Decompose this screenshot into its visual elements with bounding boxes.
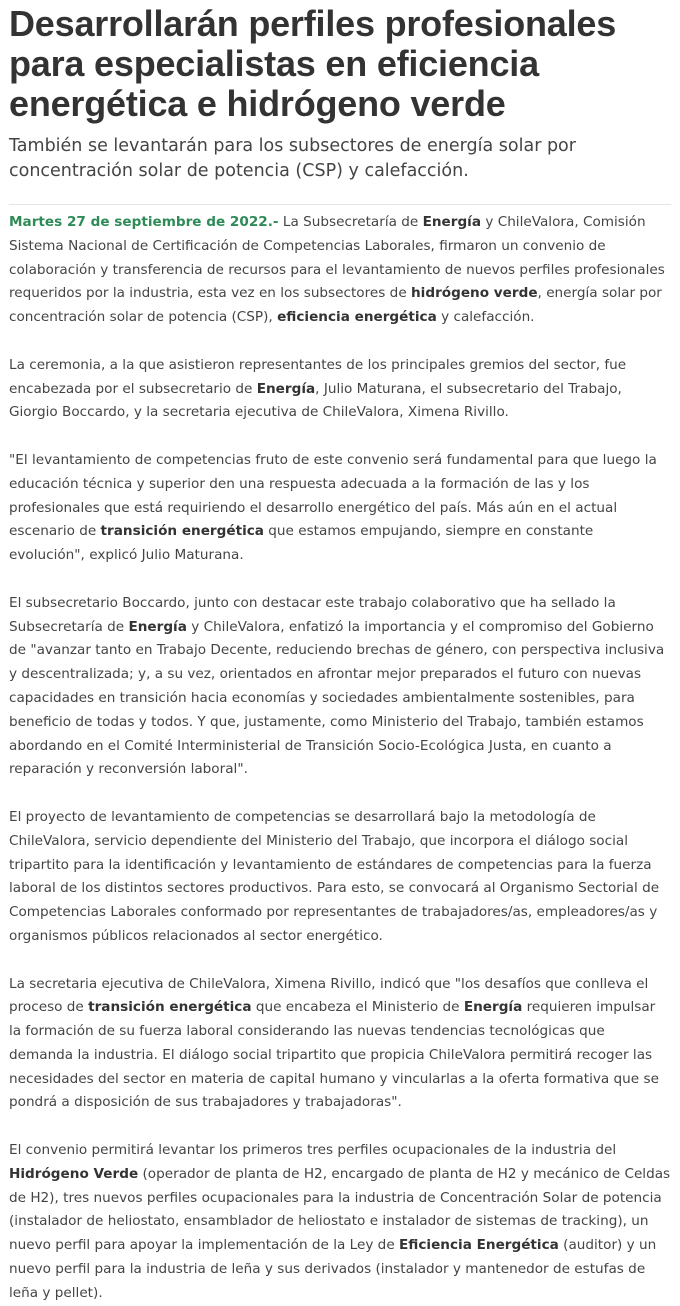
paragraph xyxy=(9,354,671,425)
divider xyxy=(9,204,671,205)
bold-term: hidrógeno verde xyxy=(411,285,538,302)
bold-term: Energía xyxy=(256,380,316,397)
text-run: (auditor) y un nuevo perfil para la industria de leña y sus derivados (instalador y mantenedor de estufas de leña y pellet). xyxy=(9,1237,657,1301)
bold-term: transición energética xyxy=(100,523,264,540)
text-run: que estamos empujando, siempre en constante evolución", explicó Julio Maturana. xyxy=(9,523,594,564)
article-date: Martes 27 de septiembre de 2022.- xyxy=(9,214,279,230)
text-run: que encabeza el Ministerio de xyxy=(251,999,464,1016)
paragraph xyxy=(9,1139,671,1306)
bold-term: Energía xyxy=(128,618,187,635)
bold-term: Hidrógeno Verde xyxy=(9,1165,139,1182)
article-title: Desarrollarán perfiles profesionales para especialistas en eficiencia energética e hidrógeno verde xyxy=(9,3,617,124)
text-run: La ceremonia, a la que asistieron representantes de los principales gremios del sector, fue encabezada por el subsecretario de xyxy=(9,356,627,397)
text-run: La secretaria ejecutiva de ChileValora, Ximena Rivillo, indicó que "los desafíos que conlleva el proceso de xyxy=(9,975,649,1016)
text-run: y calefacción. xyxy=(436,309,535,326)
paragraph xyxy=(9,211,671,330)
bold-term: Energía xyxy=(422,214,482,230)
paragraph xyxy=(9,806,671,949)
bold-term: eficiencia energética xyxy=(277,309,437,326)
article-body xyxy=(9,211,671,1306)
text-run: (operador de planta de H2, encargado de planta de H2 y mecánico de Celdas de H2), tres nuevos perfiles ocupacionales para la industria de Concentración Solar de potencia (instalador de heliostato, ensamblador de heliostato e instalador de sistemas de tracking), un nuevo perfil para apoyar la implementación de la Ley de xyxy=(9,1165,671,1254)
text-run: , Julio Maturana, el subsecretario del Trabajo, Giorgio Boccardo, y la secretaria ejecutiva de ChileValora, Ximena Rivillo. xyxy=(9,380,622,421)
bold-term: Energía xyxy=(463,999,523,1016)
article-subtitle: También se levantarán para los subsectores de energía solar por concentración solar de potencia (CSP) y calefacción. xyxy=(9,136,576,181)
bold-term: Eficiencia Energética xyxy=(399,1237,559,1254)
text-run: y ChileValora, enfatizó la importancia y el compromiso del Gobierno de "avanzar tanto en Trabajo Decente, reduciendo brechas de género, con perspectiva inclusiva y descentralizada; y, a su vez, orientados en afrontar mejor preparados el futuro con nuevas capacidades en transición hacia economías y sociedades ambientalmente sostenibles, para beneficio de todas y todos. Y que, justamente, como Ministerio del Trabajo, también estamos abordando en el Comité Interministerial de Transición Socio-Ecológica Justa, en cuanto a reparación y reconversión laboral". xyxy=(9,618,665,778)
paragraph xyxy=(9,592,671,782)
text-run: "El levantamiento de competencias fruto de este convenio será fundamental para que luego la educación técnica y superior den una respuesta adecuada a la formación de las y los profesionales que está requiriendo el desarrollo energético del país. Más aún en el actual escenario de xyxy=(9,451,657,540)
paragraph xyxy=(9,449,671,568)
paragraph xyxy=(9,973,671,1116)
text-run: El convenio permitirá levantar los primeros tres perfiles ocupacionales de la industria del xyxy=(9,1142,617,1159)
text-run: requieren impulsar la formación de su fuerza laboral considerando las nuevas tendencias tecnológicas que demanda la industria. El diálogo social tripartito que propicia ChileValora permitirá recoger las necesidades del sector en materia de capital humano y vincularlas a la oferta formativa que se pondrá a disposición de sus trabajadores y trabajadoras". xyxy=(9,999,659,1111)
text-run: , energía solar por concentración solar de potencia (CSP), xyxy=(9,285,662,326)
text-run: La Subsecretaría de xyxy=(278,214,423,230)
bold-term: transición energética xyxy=(88,999,252,1016)
text-run: El subsecretario Boccardo, junto con destacar este trabajo colaborativo que ha sellado la Subsecretaría de xyxy=(9,594,616,635)
text-run: El proyecto de levantamiento de competencias se desarrollará bajo la metodología de ChileValora, servicio dependiente del Ministerio del Trabajo, que incorpora el diálogo social tripartito para la identificación y levantamiento de estándares de competencias para la fuerza laboral de los distintos sectores productivos. Para esto, se convocará al Organismo Sectorial de Competencias Laborales conformado por representantes de trabajadores/as, empleadores/as y organismos públicos relacionados al sector energético. xyxy=(9,808,660,944)
text-run: y ChileValora, Comisión Sistema Nacional de Certificación de Competencias Laborales, firmaron un convenio de colaboración y transferencia de recursos para el levantamiento de nuevos perfiles profesionales requeridos por la industria, esta vez en los subsectores de xyxy=(9,214,665,302)
